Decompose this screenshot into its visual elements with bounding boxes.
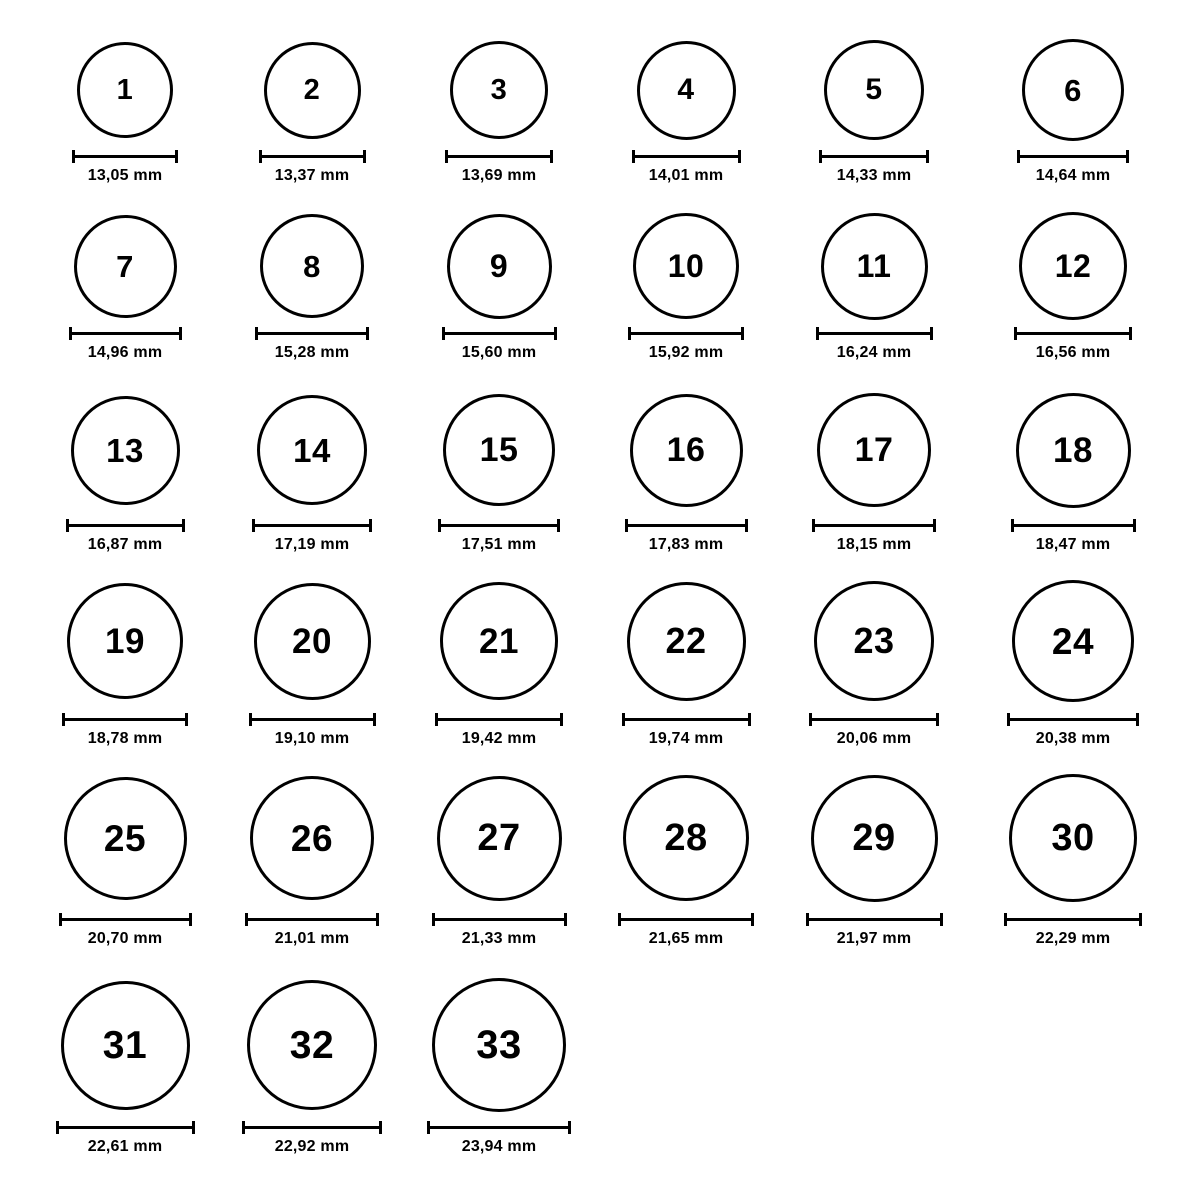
diameter-measure-bar [56,1121,195,1133]
ring-size-number: 21 [479,621,519,661]
ring-diameter-label: 18,78 mm [87,730,163,747]
diameter-measure-bar [1004,913,1142,925]
ring-diameter-label: 19,42 mm [461,730,537,747]
measure-line [259,155,366,158]
measure-tick-left [1014,327,1017,340]
measure-tick-left [56,1121,59,1134]
ring-circle [630,394,743,507]
diameter-measure-bar [245,913,379,925]
ring-diameter-label: 16,87 mm [87,536,163,553]
diameter-measure-bar [816,327,933,339]
ring-diameter-label: 14,33 mm [836,167,912,184]
diameter-measure-bar [249,713,376,725]
ring-circle [74,215,177,318]
ring-diameter-label: 13,37 mm [274,167,350,184]
measure-tick-left [1011,519,1014,532]
ring-size-number: 12 [1054,248,1092,284]
measure-tick-left [252,519,255,532]
ring-circle [77,42,173,138]
measure-line [59,918,192,921]
ring-size-item [784,40,964,185]
ring-size-number: 25 [103,817,147,859]
measure-line [72,155,178,158]
measure-line [1011,524,1136,527]
measure-tick-right [1129,327,1132,340]
measure-tick-left [438,519,441,532]
measure-tick-left [427,1121,430,1134]
measure-tick-left [445,150,448,163]
ring-diameter-label: 13,05 mm [87,167,163,184]
ring-diameter-label: 14,64 mm [1035,167,1111,184]
ring-diameter-label: 19,74 mm [648,730,724,747]
diameter-measure-bar [622,713,751,725]
ring-size-number: 27 [477,817,521,859]
measure-tick-left [1004,913,1007,926]
diameter-measure-bar [806,913,943,925]
diameter-measure-bar [618,913,754,925]
diameter-measure-bar [812,519,936,531]
measure-line [252,524,372,527]
measure-tick-right [930,327,933,340]
ring-diameter-label: 17,83 mm [648,536,724,553]
measure-tick-left [62,713,65,726]
measure-tick-left [66,519,69,532]
diameter-measure-bar [625,519,748,531]
ring-size-number: 30 [1051,817,1095,859]
measure-tick-left [69,327,72,340]
ring-size-item [222,583,402,749]
ring-circle [1012,580,1134,702]
diameter-measure-bar [66,519,185,531]
diameter-measure-bar [242,1121,382,1133]
ring-size-item [983,580,1163,748]
ring-circle [1016,393,1131,508]
measure-line [445,155,553,158]
measure-line [812,524,936,527]
ring-size-item [409,978,589,1156]
measure-tick-right [363,150,366,163]
ring-circle [61,981,190,1110]
measure-tick-right [741,327,744,340]
diameter-measure-bar [632,150,741,162]
ring-diameter-label: 16,56 mm [1035,344,1111,361]
ring-size-item [35,777,215,949]
ring-diameter-label: 22,61 mm [87,1138,163,1155]
ring-circle [443,394,555,506]
ring-size-number: 15 [479,431,519,469]
ring-size-number: 29 [852,817,896,859]
ring-diameter-label: 21,01 mm [274,930,350,947]
ring-diameter-label: 18,15 mm [836,536,912,553]
ring-circle [437,776,562,901]
diameter-measure-bar [72,150,178,162]
ring-size-number: 14 [293,431,331,469]
measure-tick-left [442,327,445,340]
ring-circle [250,776,374,900]
ring-diameter-label: 15,92 mm [648,344,724,361]
measure-tick-right [936,713,939,726]
ring-size-number: 32 [289,1023,335,1067]
ring-circle [64,777,187,900]
ring-size-item [983,212,1163,362]
ring-size-item [596,41,776,186]
measure-tick-left [242,1121,245,1134]
ring-size-item [784,393,964,554]
measure-tick-right [738,150,741,163]
measure-line [1004,918,1142,921]
ring-circle [1022,39,1124,141]
ring-circle [637,41,736,140]
ring-size-number: 6 [1064,72,1082,108]
ring-size-item [409,214,589,363]
measure-tick-right [1139,913,1142,926]
measure-tick-right [185,713,188,726]
diameter-measure-bar [59,913,192,925]
ring-size-number: 10 [667,248,705,284]
measure-line [432,918,567,921]
diameter-measure-bar [252,519,372,531]
measure-tick-right [554,327,557,340]
ring-size-item [983,774,1163,948]
ring-size-number: 22 [665,620,707,661]
diameter-measure-bar [1011,519,1136,531]
measure-tick-left [259,150,262,163]
measure-line [62,718,188,721]
measure-line [442,332,557,335]
ring-size-item [596,213,776,362]
ring-circle [67,583,183,699]
ring-size-number: 5 [865,73,883,106]
ring-size-item [222,980,402,1156]
measure-line [625,524,748,527]
ring-size-number: 26 [290,817,334,859]
ring-diameter-label: 17,19 mm [274,536,350,553]
ring-size-item [596,775,776,948]
measure-tick-right [189,913,192,926]
measure-line [427,1126,571,1129]
measure-line [255,332,369,335]
measure-tick-right [926,150,929,163]
diameter-measure-bar [1014,327,1132,339]
ring-size-item [222,395,402,554]
ring-size-number: 28 [664,817,708,859]
ring-diameter-label: 14,96 mm [87,344,163,361]
diameter-measure-bar [62,713,188,725]
measure-tick-left [816,327,819,340]
measure-tick-left [1007,713,1010,726]
ring-diameter-label: 17,51 mm [461,536,537,553]
ring-size-item [35,42,215,185]
ring-size-number: 17 [854,431,894,469]
measure-tick-left [809,713,812,726]
measure-tick-left [245,913,248,926]
ring-circle [811,775,938,902]
ring-size-item [35,215,215,363]
ring-diameter-label: 20,70 mm [87,930,163,947]
ring-diameter-label: 13,69 mm [461,167,537,184]
measure-tick-right [192,1121,195,1134]
measure-line [249,718,376,721]
ring-size-number: 23 [853,620,895,661]
ring-circle [633,213,739,319]
measure-line [245,918,379,921]
ring-circle [254,583,371,700]
measure-tick-left [435,713,438,726]
ring-size-number: 13 [106,431,144,469]
ring-size-item [222,42,402,186]
measure-tick-left [812,519,815,532]
measure-tick-left [628,327,631,340]
diameter-measure-bar [819,150,929,162]
ring-size-item [222,776,402,948]
diameter-measure-bar [69,327,182,339]
measure-line [56,1126,195,1129]
ring-circle [1019,212,1127,320]
diameter-measure-bar [255,327,369,339]
measure-tick-left [59,913,62,926]
measure-line [806,918,943,921]
ring-size-number: 18 [1053,430,1093,470]
measure-line [1017,155,1129,158]
diameter-measure-bar [628,327,744,339]
measure-tick-left [806,913,809,926]
ring-size-item [409,41,589,185]
measure-tick-right [179,327,182,340]
ring-diameter-label: 23,94 mm [461,1138,537,1155]
ring-circle [257,395,367,505]
measure-tick-right [369,519,372,532]
ring-circle [623,775,749,901]
measure-line [819,155,929,158]
ring-diameter-label: 21,33 mm [461,930,537,947]
measure-tick-left [255,327,258,340]
ring-diameter-label: 22,92 mm [274,1138,350,1155]
ring-diameter-label: 21,65 mm [648,930,724,947]
ring-size-number: 24 [1051,620,1095,662]
measure-tick-right [376,913,379,926]
ring-size-number: 4 [677,73,695,106]
ring-size-number: 7 [116,248,134,284]
ring-size-number: 20 [292,621,332,661]
measure-tick-left [249,713,252,726]
measure-tick-left [1017,150,1020,163]
measure-tick-right [175,150,178,163]
ring-size-item [35,396,215,555]
ring-size-number: 8 [303,248,321,284]
ring-size-item [784,213,964,363]
ring-size-item [409,776,589,949]
diameter-measure-bar [1017,150,1129,162]
measure-tick-right [564,913,567,926]
ring-size-item [222,214,402,362]
ring-diameter-label: 20,38 mm [1035,730,1111,747]
ring-size-number: 1 [116,73,134,106]
diameter-measure-bar [1007,713,1139,725]
measure-tick-right [550,150,553,163]
ring-diameter-label: 15,60 mm [461,344,537,361]
ring-circle [817,393,931,507]
ring-size-item [983,39,1163,185]
ring-circle [814,581,934,701]
measure-line [809,718,939,721]
measure-tick-right [373,713,376,726]
ring-diameter-label: 22,29 mm [1035,930,1111,947]
ring-size-number: 33 [476,1023,522,1067]
ring-size-item [596,582,776,749]
measure-tick-left [622,713,625,726]
ring-size-item [784,581,964,748]
measure-line [435,718,563,721]
ring-size-number: 11 [856,248,892,284]
measure-line [66,524,185,527]
ring-diameter-label: 18,47 mm [1035,536,1111,553]
measure-tick-left [618,913,621,926]
measure-tick-left [72,150,75,163]
ring-circle [824,40,924,140]
measure-line [69,332,182,335]
ring-size-number: 9 [489,248,509,284]
ring-size-number: 19 [105,621,145,661]
measure-tick-right [748,713,751,726]
measure-tick-right [1133,519,1136,532]
ring-circle [440,582,558,700]
measure-tick-right [745,519,748,532]
ring-size-item [409,394,589,554]
measure-tick-left [819,150,822,163]
measure-tick-left [632,150,635,163]
ring-diameter-label: 14,01 mm [648,167,724,184]
ring-diameter-label: 20,06 mm [836,730,912,747]
diameter-measure-bar [259,150,366,162]
diameter-measure-bar [445,150,553,162]
measure-line [618,918,754,921]
ring-diameter-label: 16,24 mm [836,344,912,361]
diameter-measure-bar [809,713,939,725]
ring-circle [821,213,928,320]
measure-tick-right [1136,713,1139,726]
measure-tick-right [1126,150,1129,163]
measure-tick-left [625,519,628,532]
ring-circle [264,42,361,139]
ring-circle [450,41,548,139]
ring-circle [447,214,552,319]
measure-tick-right [568,1121,571,1134]
measure-tick-left [432,913,435,926]
ring-size-item [35,981,215,1157]
measure-line [816,332,933,335]
ring-circle [260,214,364,318]
ring-circle [432,978,566,1112]
ring-size-item [983,393,1163,555]
ring-size-number: 2 [303,73,321,106]
diameter-measure-bar [438,519,560,531]
measure-tick-right [379,1121,382,1134]
measure-tick-right [182,519,185,532]
measure-line [1007,718,1139,721]
ring-circle [71,396,180,505]
measure-tick-right [557,519,560,532]
measure-line [1014,332,1132,335]
ring-size-item [596,394,776,555]
ring-size-number: 16 [666,431,706,469]
ring-size-item [409,582,589,748]
ring-diameter-label: 19,10 mm [274,730,350,747]
ring-size-number: 3 [490,73,508,106]
ring-circle [247,980,377,1110]
ring-size-item [35,583,215,748]
measure-line [438,524,560,527]
measure-line [622,718,751,721]
ring-circle [627,582,746,701]
measure-tick-right [940,913,943,926]
measure-tick-right [751,913,754,926]
diameter-measure-bar [442,327,557,339]
measure-tick-right [560,713,563,726]
diameter-measure-bar [432,913,567,925]
diameter-measure-bar [427,1121,571,1133]
ring-diameter-label: 21,97 mm [836,930,912,947]
measure-line [628,332,744,335]
measure-line [632,155,741,158]
ring-diameter-label: 15,28 mm [274,344,350,361]
ring-size-item [784,775,964,949]
measure-tick-right [366,327,369,340]
measure-line [242,1126,382,1129]
ring-size-number: 31 [102,1023,148,1067]
diameter-measure-bar [435,713,563,725]
measure-tick-right [933,519,936,532]
ring-circle [1009,774,1137,902]
